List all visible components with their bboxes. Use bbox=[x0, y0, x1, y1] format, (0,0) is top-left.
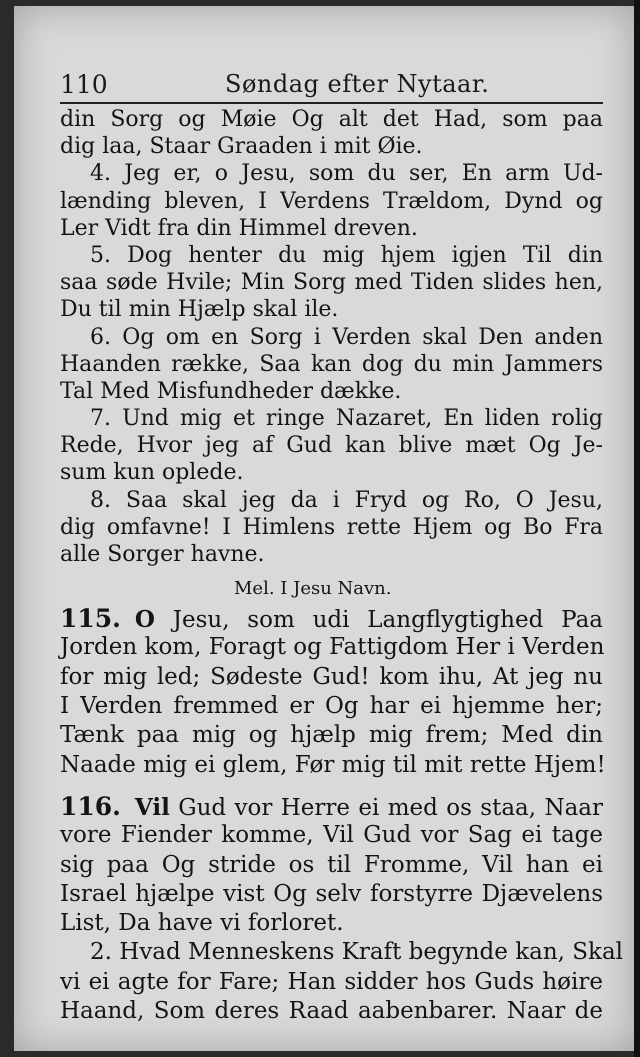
text-line: Ler Vidt fra din Himmel dreven. bbox=[60, 215, 418, 241]
text-line: dig omfavne! I Himlens rette Hjem og Bo Fra bbox=[60, 514, 603, 540]
page-number: 110 bbox=[60, 70, 108, 99]
text-line: vi ei agte for Fare; Han sidder hos Guds høire bbox=[60, 968, 603, 995]
page-header bbox=[60, 68, 603, 104]
text-line: 2. Hvad Menneskens Kraft begynde kan, Skal bbox=[90, 939, 624, 966]
hymn-number: 115. bbox=[60, 604, 121, 634]
text-line: din Sorg og Møie Og alt det Had, som paa bbox=[60, 107, 603, 132]
text-line: sum kun oplede. bbox=[60, 460, 244, 486]
page-edge-shadow bbox=[634, 0, 640, 1057]
text-line: I Verden fremmed er Og har ei hjemme her; bbox=[60, 693, 603, 720]
hymn-114-verse-5 bbox=[60, 242, 603, 324]
page-body bbox=[60, 106, 624, 1026]
hymn-116 bbox=[60, 791, 624, 1026]
text-line: Du til min Hjælp skal ile. bbox=[60, 297, 339, 323]
text-line bbox=[60, 604, 603, 633]
text-line: sig paa Og stride os til Fromme, Vil han ei bbox=[60, 851, 603, 878]
text-line: Israel hjælpe vist Og selv forstyrre Djævelens bbox=[60, 880, 603, 907]
hymn-number: 116. bbox=[60, 791, 121, 821]
text-line: lænding bleven, I Verdens Trældom, Dynd og bbox=[60, 188, 603, 214]
hymn-line-rest: Jesu, som udi Langflygtighed Paa bbox=[154, 607, 603, 634]
hymn-line-rest: Gud vor Herre ei med os staa, Naar bbox=[169, 794, 603, 821]
text-line: alle Sorger havne. bbox=[60, 542, 265, 567]
running-title: Søndag efter Nytaar. bbox=[225, 70, 490, 98]
hymn-114-verse-6 bbox=[60, 324, 603, 406]
hymn-114-verse-7 bbox=[60, 405, 603, 487]
text-line: vore Fiender komme, Vil Gud vor Sag ei tage bbox=[60, 822, 603, 849]
text-line: Rede, Hvor jeg af Gud kan blive mæt Og Je- bbox=[60, 433, 603, 459]
hymn-115 bbox=[60, 604, 606, 780]
text-line: Haanden række, Saa kan dog du min Jammers bbox=[60, 351, 603, 377]
text-line: Naade mig ei glem, Før mig til mit rette Hjem! bbox=[60, 751, 606, 778]
text-line bbox=[60, 792, 603, 821]
hymn-114-verse-4 bbox=[60, 160, 603, 242]
text-line: 8. Saa skal jeg da i Fryd og Ro, O Jesu, bbox=[90, 487, 603, 513]
text-line: 5. Dog henter du mig hjem igjen Til din bbox=[90, 242, 603, 268]
text-line: 7. Und mig et ringe Nazaret, En liden rolig bbox=[90, 406, 603, 432]
hymn-first-word: Vil bbox=[134, 793, 170, 821]
book-page bbox=[14, 6, 634, 1051]
text-line: Tænk paa mig og hjælp mig frem; Med din bbox=[60, 722, 603, 749]
hymn-114-verse-3 bbox=[60, 106, 603, 160]
text-line: Jorden kom, Foragt og Fattigdom Her i Verden bbox=[60, 634, 605, 661]
text-line: for mig led; Sødeste Gud! kom ihu, At jeg nu bbox=[60, 663, 603, 690]
text-line: saa søde Hvile; Min Sorg med Tiden slides hen, bbox=[60, 270, 603, 296]
text-line: 6. Og om en Sorg i Verden skal Den anden bbox=[90, 324, 603, 350]
text-line: Haand, Som deres Raad aabenbarer. Naar de bbox=[60, 998, 603, 1025]
hymn-first-word: O bbox=[134, 606, 155, 634]
text-line: Tal Med Misfundheder dække. bbox=[60, 378, 402, 404]
text-line: dig laa, Staar Graaden i mit Øie. bbox=[60, 134, 423, 160]
text-line: List, Da have vi forloret. bbox=[60, 910, 344, 937]
melody-note: Mel. I Jesu Navn. bbox=[234, 578, 392, 600]
hymn-114-verse-8 bbox=[60, 487, 603, 569]
text-line: 4. Jeg er, o Jesu, som du ser, En arm Ud- bbox=[90, 161, 603, 187]
